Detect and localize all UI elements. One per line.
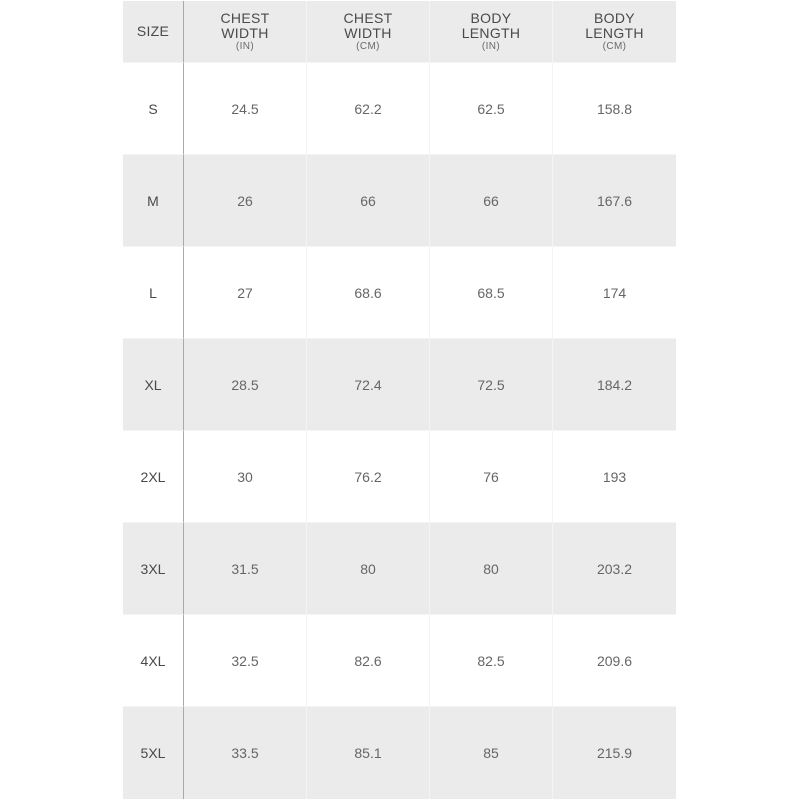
size-chart-table bbox=[123, 1, 676, 799]
body-length-in-cell: 82.5 bbox=[430, 615, 553, 707]
chest-width-in-cell: 28.5 bbox=[184, 339, 307, 431]
table-row bbox=[123, 707, 676, 799]
header-title-line2: WIDTH bbox=[344, 24, 392, 41]
chest-width-in-cell: 33.5 bbox=[184, 707, 307, 799]
chest-width-in-cell: 30 bbox=[184, 431, 307, 523]
header-unit: (CM) bbox=[602, 40, 627, 52]
body-length-cm-cell: 167.6 bbox=[553, 155, 676, 247]
chest-width-cm-cell: 66 bbox=[307, 155, 430, 247]
body-length-in-header bbox=[430, 1, 553, 63]
body-length-in-cell: 72.5 bbox=[430, 339, 553, 431]
table-row bbox=[123, 431, 676, 523]
chest-width-cm-cell: 82.6 bbox=[307, 615, 430, 707]
chest-width-in-cell: 24.5 bbox=[184, 63, 307, 155]
body-length-in-cell: 66 bbox=[430, 155, 553, 247]
size-cell: L bbox=[123, 247, 184, 339]
header-title-line2: LENGTH bbox=[461, 24, 521, 41]
size-cell: 5XL bbox=[123, 707, 184, 799]
chest-width-cm-cell: 68.6 bbox=[307, 247, 430, 339]
chest-width-cm-cell: 85.1 bbox=[307, 707, 430, 799]
chest-width-cm-cell: 80 bbox=[307, 523, 430, 615]
size-cell: 2XL bbox=[123, 431, 184, 523]
size-column-header: SIZE bbox=[123, 1, 184, 63]
size-cell: M bbox=[123, 155, 184, 247]
body-length-cm-cell: 174 bbox=[553, 247, 676, 339]
body-length-in-cell: 62.5 bbox=[430, 63, 553, 155]
body-length-cm-cell: 203.2 bbox=[553, 523, 676, 615]
table-row bbox=[123, 247, 676, 339]
body-length-cm-cell: 184.2 bbox=[553, 339, 676, 431]
chest-width-in-cell: 27 bbox=[184, 247, 307, 339]
size-cell: 4XL bbox=[123, 615, 184, 707]
chest-width-cm-cell: 72.4 bbox=[307, 339, 430, 431]
size-cell: S bbox=[123, 63, 184, 155]
body-length-cm-cell: 158.8 bbox=[553, 63, 676, 155]
chest-width-cm-header bbox=[307, 1, 430, 63]
chest-width-in-cell: 31.5 bbox=[184, 523, 307, 615]
body-length-in-cell: 85 bbox=[430, 707, 553, 799]
header-row bbox=[123, 1, 676, 63]
body-length-cm-cell: 209.6 bbox=[553, 615, 676, 707]
body-length-cm-cell: 215.9 bbox=[553, 707, 676, 799]
size-cell: XL bbox=[123, 339, 184, 431]
table-row bbox=[123, 155, 676, 247]
chest-width-cm-cell: 62.2 bbox=[307, 63, 430, 155]
chest-width-cm-cell: 76.2 bbox=[307, 431, 430, 523]
body-length-cm-cell: 193 bbox=[553, 431, 676, 523]
chest-width-in-cell: 32.5 bbox=[184, 615, 307, 707]
header-unit: (IN) bbox=[481, 40, 501, 52]
body-length-cm-header bbox=[553, 1, 676, 63]
table-row bbox=[123, 523, 676, 615]
header-title-line1: CHEST bbox=[220, 9, 270, 26]
header-title-line1: BODY bbox=[594, 9, 635, 26]
body-length-in-cell: 76 bbox=[430, 431, 553, 523]
header-unit: (CM) bbox=[356, 40, 380, 52]
header-unit: (IN) bbox=[235, 40, 255, 52]
header-title-line1: CHEST bbox=[343, 9, 393, 26]
chest-width-in-header bbox=[184, 1, 307, 63]
table-row bbox=[123, 615, 676, 707]
chest-width-in-cell: 26 bbox=[184, 155, 307, 247]
header-title-line1: BODY bbox=[470, 9, 512, 26]
table-row bbox=[123, 63, 676, 155]
body-length-in-cell: 68.5 bbox=[430, 247, 553, 339]
header-title-line2: LENGTH bbox=[585, 24, 644, 41]
body-length-in-cell: 80 bbox=[430, 523, 553, 615]
size-cell: 3XL bbox=[123, 523, 184, 615]
table-row bbox=[123, 339, 676, 431]
header-title-line2: WIDTH bbox=[221, 24, 269, 41]
